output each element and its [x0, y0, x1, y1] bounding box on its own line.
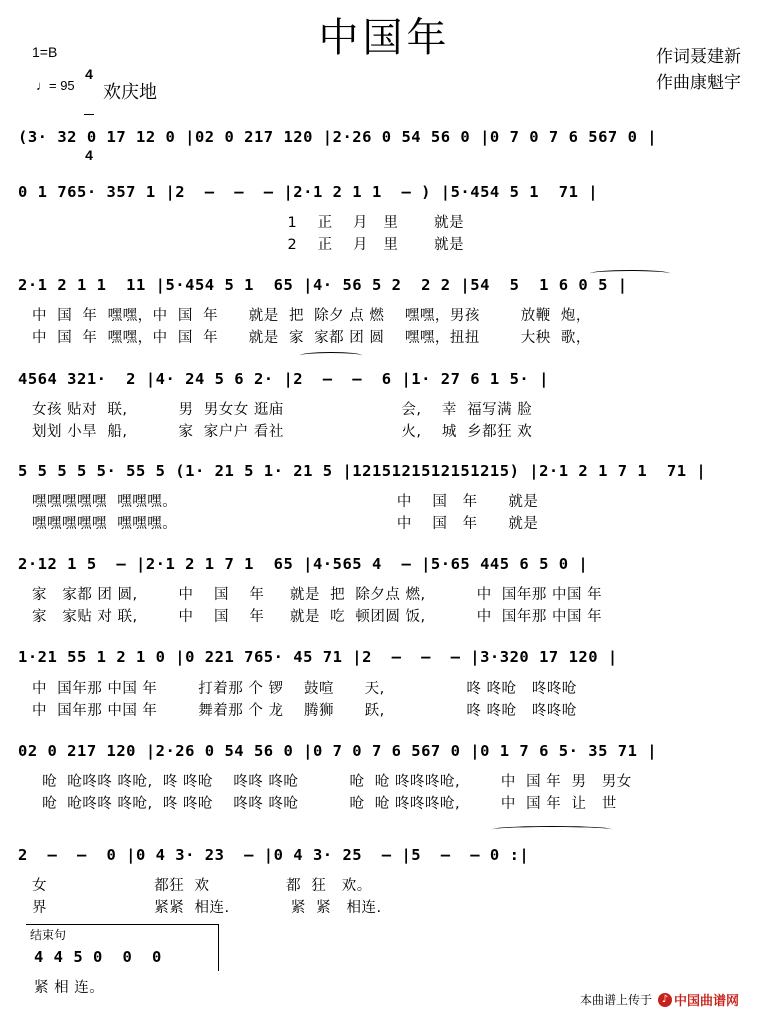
notation-line: 2·1 2 1 1 11 |5·454 5 1 65 |4· 56 5 2 2 2 |54 5 1 6 0 5 | — [18, 276, 628, 294]
lyric-line: 界 紧紧 相连. 紧 紧 相连. — [32, 900, 382, 916]
notation-line: 5 5 5 5 5· 55 5 (1· 21 5 1· 21 5 |1215121512151215) |2·1 2 1 7 1 71 | — [18, 462, 707, 480]
slur-mark — [300, 352, 362, 359]
expression-marking: 欢庆地 — [103, 82, 157, 103]
notation-line: 1·21 55 1 2 1 0 |0 221 765· 45 71 |2 – – – |3·320 17 120 | — [18, 648, 618, 666]
lyric-line: 嘿嘿嘿嘿嘿 嘿嘿嘿。 中 国 年 就是 — [32, 516, 539, 532]
key-signature: 1=B — [32, 44, 58, 60]
slur-mark — [590, 270, 670, 277]
lyric-line: 中 国年那 中国 年 打着那 个 锣 鼓喧 天, 咚 咚呛 咚咚呛 — [32, 681, 577, 697]
notation-line: 0 1 765· 357 1 |2 – – – |2·1 2 1 1 – ) |5·454 5 1 71 | — [18, 183, 599, 201]
lyricist-credit: 作词聂建新 — [656, 47, 741, 67]
footer-text: 本曲谱上传于 — [579, 993, 652, 1007]
lyric-line: 划划 小旱 船, 家 家户户 看社 火, 城 乡都狂 欢 — [32, 424, 533, 440]
site-logo-icon: ♪ — [658, 993, 672, 1007]
song-title: 中国年 — [318, 15, 451, 61]
lyric-line: 家 家都 团 圆, 中 国 年 就是 把 除夕点 燃, 中 国年那 中国 年 — [32, 587, 603, 603]
lyric-line: 女孩 贴对 联, 男 男女女 逛庙 会, 幸 福写满 脸 — [32, 402, 533, 418]
notation-line: (3· 32 0 17 12 0 |02 0 217 120 |2·26 0 54 56 0 |0 7 0 7 6 567 0 | — [18, 128, 658, 146]
lyric-line: 嘿嘿嘿嘿嘿 嘿嘿嘿。 中 国 年 就是 — [32, 494, 539, 510]
site-logo[interactable] — [658, 990, 739, 1009]
footer-credit — [580, 990, 739, 1009]
lyric-line: 呛 呛咚咚 咚呛, 咚 咚呛 咚咚 咚呛 呛 呛 咚咚咚呛, 中 国 年 男 男女 — [32, 774, 632, 790]
ending-notation: 4 4 5 0 0 0 — [34, 948, 162, 966]
lyric-line: 女 都狂 欢 都 狂 欢。 — [32, 878, 372, 894]
lyric-line: 1 正 月 里 就是 — [32, 215, 465, 231]
lyric-line: 家 家贴 对 联, 中 国 年 就是 吃 顿团圆 饭, 中 国年那 中国 年 — [32, 609, 603, 625]
site-logo-text: 中国曲谱网 — [673, 994, 739, 1009]
ending-lyric: 紧 相 连。 — [34, 980, 105, 996]
time-signature-divider — [84, 114, 94, 115]
time-signature — [84, 34, 94, 179]
notation-line: 4564 321· 2 |4· 24 5 6 2· |2 – – 6 |1· 27 6 1 5· | — [18, 370, 549, 388]
time-signature-top: 4 — [85, 66, 93, 82]
lyric-line: 呛 呛咚咚 咚呛, 咚 咚呛 咚咚 咚呛 呛 呛 咚咚咚呛, 中 国 年 让 世 — [32, 796, 617, 812]
notation-line: 2 – – 0 |0 4 3· 23 – |0 4 3· 25 – |5 – – 0 :| — [18, 846, 530, 864]
lyric-line: 中 国 年 嘿嘿，中 国 年 就是 家 家都 团 圆 嘿嘿，扭扭 大秧 歌， — [32, 330, 591, 346]
lyric-line: 中 国 年 嘿嘿，中 国 年 就是 把 除夕 点 燃 嘿嘿，男孩 放鞭 炮， — [32, 308, 591, 324]
lyric-line: 中 国年那 中国 年 舞着那 个 龙 腾狮 跃, 咚 咚呛 咚咚呛 — [32, 703, 577, 719]
composer-credit: 作曲康魁宇 — [656, 73, 741, 93]
tempo-marking: ♩= 95 — [36, 78, 75, 93]
ending-label: 结束句 — [30, 928, 67, 942]
lyric-line: 2 正 月 里 就是 — [32, 237, 465, 253]
time-signature-bottom: 4 — [85, 147, 93, 163]
notation-line: 2·12 1 5 – |2·1 2 1 7 1 65 |4·565 4 – |5·65 445 6 5 0 | — [18, 555, 589, 573]
notation-line: 02 0 217 120 |2·26 0 54 56 0 |0 7 0 7 6 567 0 |0 1 7 6 5· 35 71 | — [18, 742, 658, 760]
slur-mark — [492, 826, 612, 833]
